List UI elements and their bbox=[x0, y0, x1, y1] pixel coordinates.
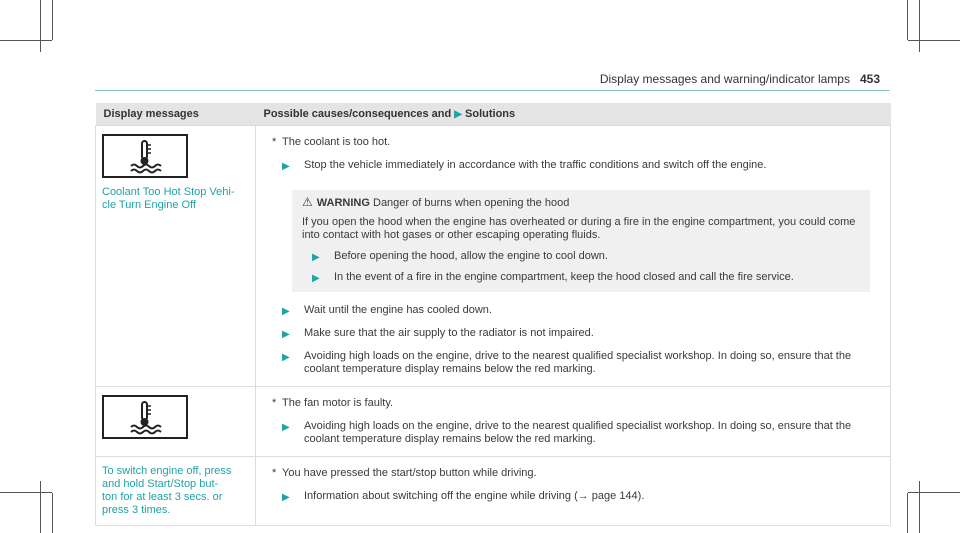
warning-step: ▶ In the event of a fire in the engine compartment, keep the hood closed and call the fire service. bbox=[312, 271, 794, 284]
arrow-icon: ▶ bbox=[312, 273, 320, 284]
display-message: To switch engine off, press and hold Start/Stop but- ton for at least 3 secs. or press 3 times. bbox=[102, 465, 232, 516]
warning-step: ▶ Before opening the hood, allow the engine to cool down. bbox=[312, 250, 608, 263]
arrow-icon: ▶ bbox=[282, 161, 290, 172]
table-header-row bbox=[96, 103, 891, 126]
crop-mark bbox=[52, 493, 53, 533]
solution-step bbox=[272, 490, 878, 503]
cause-text: * You have pressed the start/stop button while driving. bbox=[272, 467, 537, 479]
table-row bbox=[96, 387, 891, 457]
crop-mark bbox=[40, 481, 41, 533]
coolant-temperature-icon bbox=[102, 134, 188, 178]
running-header bbox=[600, 72, 880, 86]
page-number: 453 bbox=[859, 72, 880, 86]
crop-mark bbox=[908, 492, 960, 493]
solution-step: ▶ Stop the vehicle immediately in accordance with the traffic conditions and switch off the engine. bbox=[282, 159, 767, 172]
col-header-solutions: Possible causes/consequences and ▶ Solutions bbox=[256, 103, 891, 126]
arrow-icon: ▶ bbox=[454, 108, 462, 120]
section-title: Display messages and warning/indicator lamps bbox=[599, 72, 850, 86]
arrow-icon: ▶ bbox=[282, 352, 290, 363]
crop-mark bbox=[0, 40, 52, 41]
solution-step: ▶ Wait until the engine has cooled down. bbox=[282, 304, 492, 317]
arrow-icon: ▶ bbox=[282, 492, 290, 503]
warning-icon: ⚠ bbox=[302, 195, 313, 209]
solution-step: ▶ Avoiding high loads on the engine, drive to the nearest qualified specialist workshop. In doing so, ensure that the coolant temperature display remains below the red marking. bbox=[282, 350, 852, 375]
arrow-icon: ▶ bbox=[282, 306, 290, 317]
display-message: Coolant Too Hot Stop Vehi- cle Turn Engine Off bbox=[102, 186, 235, 211]
display-messages-table bbox=[95, 103, 891, 526]
coolant-temperature-icon bbox=[102, 395, 188, 439]
message-cell bbox=[96, 387, 256, 457]
table-row bbox=[96, 457, 891, 526]
crop-mark bbox=[40, 0, 41, 52]
crop-mark bbox=[908, 40, 960, 41]
arrow-icon: ▶ bbox=[282, 329, 290, 340]
col-header-messages: Display messages bbox=[96, 103, 256, 126]
solution-step: ▶ Make sure that the air supply to the radiator is not impaired. bbox=[282, 327, 594, 340]
crop-mark bbox=[907, 0, 908, 40]
header-rule bbox=[95, 90, 890, 91]
warning-body: If you open the hood when the engine has overheated or during a fire in the engine compartment, you could come into contact with hot gases or other escaping operating fluids. bbox=[302, 216, 856, 241]
crop-mark bbox=[919, 0, 920, 52]
crop-mark bbox=[907, 493, 908, 533]
message-cell bbox=[96, 457, 256, 526]
warning-box bbox=[292, 190, 870, 292]
message-cell bbox=[96, 126, 256, 387]
solution-cell bbox=[256, 126, 891, 387]
arrow-icon: ▶ bbox=[282, 422, 290, 433]
cause-text: * The coolant is too hot. bbox=[272, 136, 391, 148]
solution-cell bbox=[256, 457, 891, 526]
arrow-icon: ▶ bbox=[312, 252, 320, 263]
crop-mark bbox=[0, 492, 52, 493]
page-reference-link[interactable]: Information about switching off the engine while driving (→ page 144). bbox=[304, 490, 645, 502]
crop-mark bbox=[52, 0, 53, 40]
cause-text: * The fan motor is faulty. bbox=[272, 397, 394, 409]
solution-cell bbox=[256, 387, 891, 457]
warning-title: ⚠ WARNING Danger of burns when opening the hood bbox=[302, 195, 570, 209]
table-row bbox=[96, 126, 891, 387]
solution-step: ▶ Avoiding high loads on the engine, drive to the nearest qualified specialist workshop. In doing so, ensure that the coolant temperature display remains below the red marking. bbox=[282, 420, 852, 445]
crop-mark bbox=[919, 481, 920, 533]
